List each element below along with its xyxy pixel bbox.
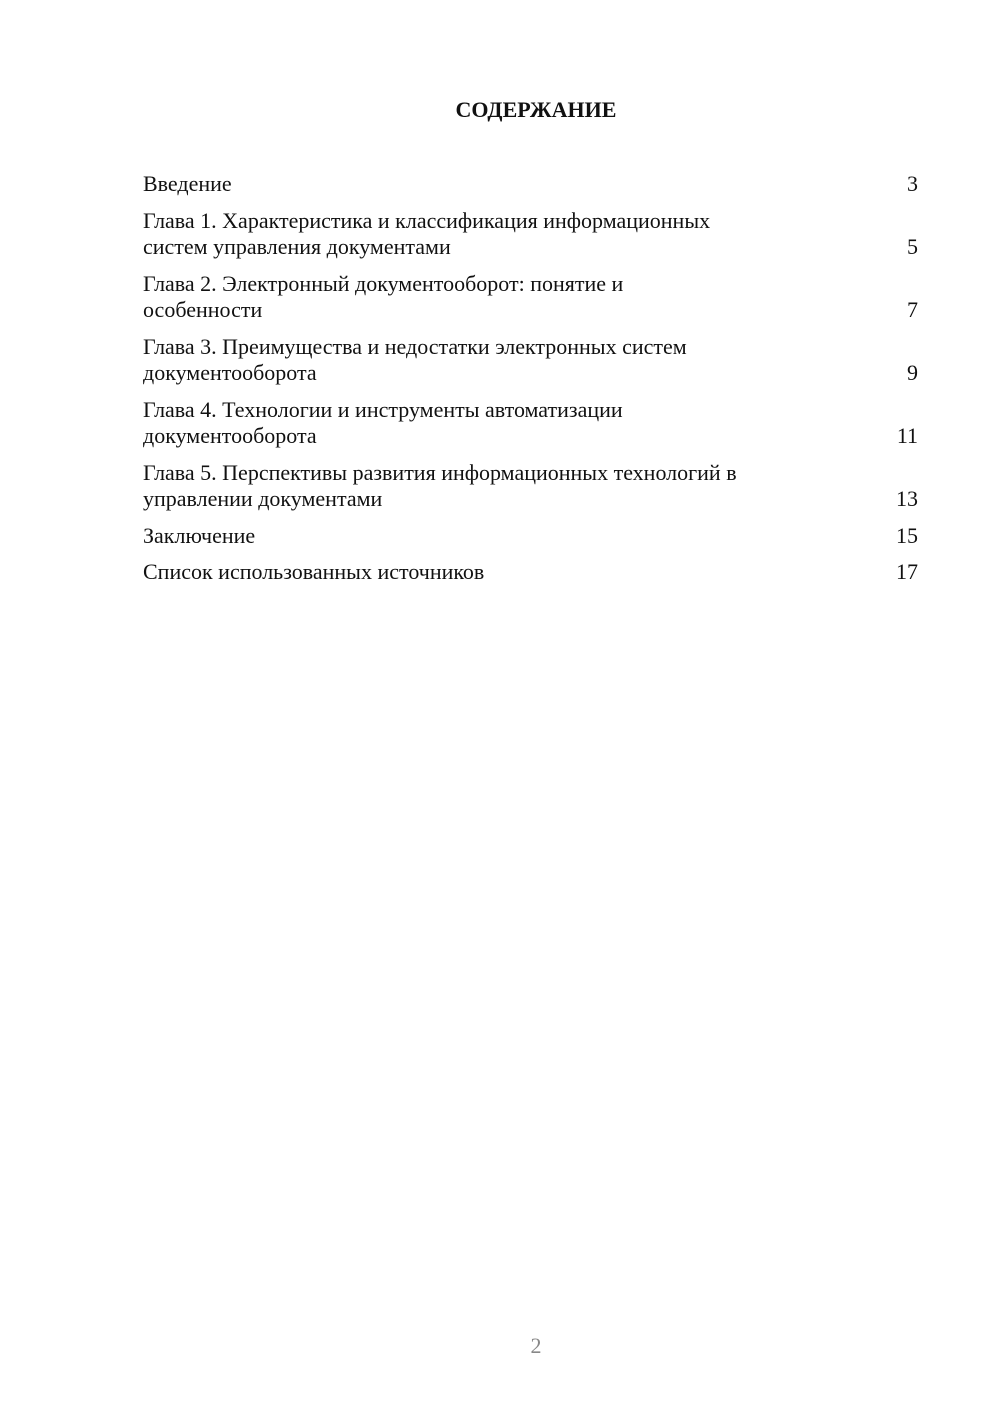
- toc-entry-page: 13: [896, 486, 918, 511]
- toc-entry[interactable]: [143, 208, 918, 261]
- toc-entry-line: документооборота: [143, 423, 317, 448]
- toc-entry-line: Глава 3. Преимущества и недостатки электронных систем: [143, 333, 687, 359]
- toc-entry-line: Глава 2. Электронный документооборот: понятие и: [143, 270, 624, 296]
- toc-entry-page: 11: [896, 423, 918, 448]
- toc-entry[interactable]: [143, 559, 918, 586]
- toc-entry-page: 15: [896, 522, 918, 548]
- toc-entry-line: особенности: [143, 297, 263, 322]
- table-of-contents: [143, 171, 918, 596]
- toc-entry[interactable]: [143, 523, 918, 550]
- page-title: СОДЕРЖАНИЕ: [455, 97, 617, 122]
- toc-entry[interactable]: [143, 397, 918, 450]
- toc-entry-title: [143, 208, 710, 261]
- toc-entry-title: [143, 397, 623, 450]
- toc-entry-line: Список использованных источников: [143, 559, 485, 584]
- toc-entry-title: [143, 460, 737, 513]
- toc-entry-title: [143, 271, 623, 324]
- toc-entry-line: Глава 4. Технологии и инструменты автоматизации: [143, 396, 623, 422]
- page-number: 2: [530, 1333, 542, 1358]
- toc-entry-page: 7: [907, 297, 918, 322]
- toc-entry-line: документооборота: [143, 360, 317, 385]
- toc-entry-page: 3: [907, 171, 918, 196]
- toc-entry-line: Глава 5. Перспективы развития информационных технологий в: [143, 459, 737, 485]
- toc-entry[interactable]: [143, 271, 918, 324]
- toc-entry-page: 9: [907, 360, 918, 385]
- toc-entry-line: Введение: [143, 171, 232, 196]
- toc-entry-line: Заключение: [143, 522, 256, 548]
- toc-entry-line: систем управления документами: [143, 234, 451, 259]
- toc-entry-line: Глава 1. Характеристика и классификация информационных: [143, 207, 711, 233]
- toc-entry[interactable]: [143, 334, 918, 387]
- toc-entry-page: 17: [896, 559, 918, 584]
- toc-entry-page: 5: [907, 234, 918, 259]
- toc-entry-line: управлении документами: [143, 486, 383, 511]
- toc-entry[interactable]: [143, 460, 918, 513]
- toc-entry-title: [143, 171, 232, 198]
- toc-entry-title: [143, 334, 687, 387]
- toc-entry-title: [143, 559, 484, 586]
- toc-entry-title: [143, 523, 255, 550]
- toc-entry[interactable]: [143, 171, 918, 198]
